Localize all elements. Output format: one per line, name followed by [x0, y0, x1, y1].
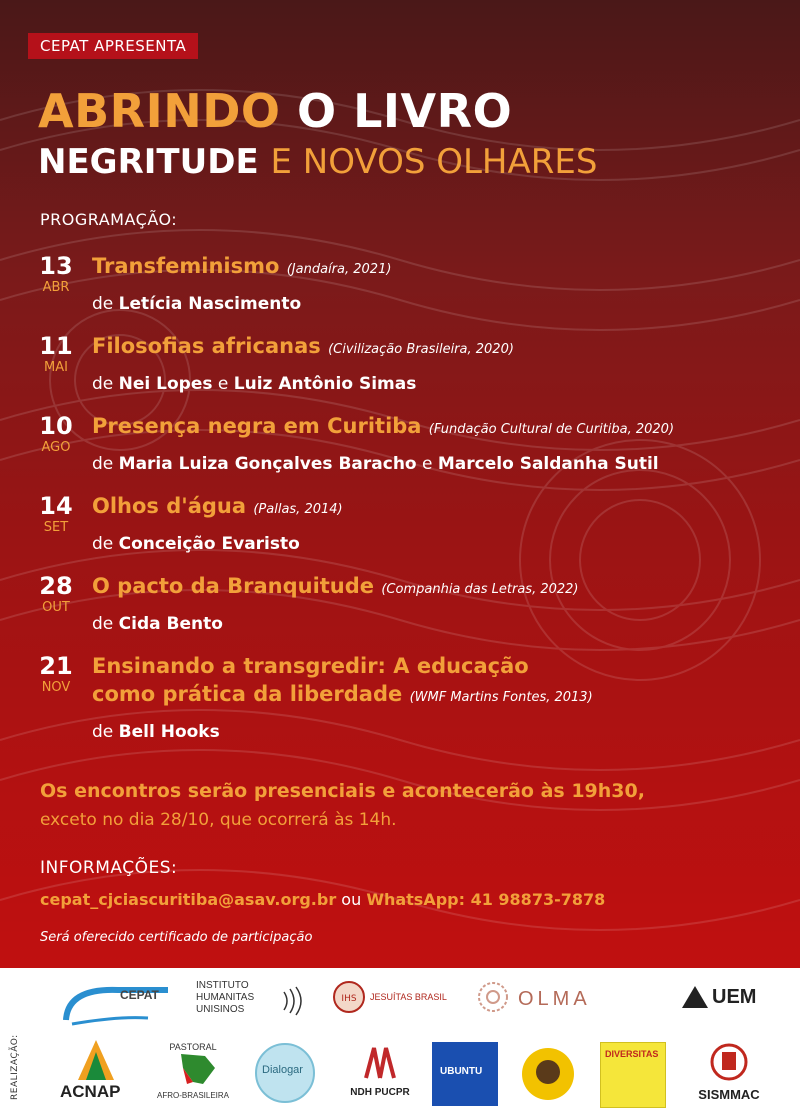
africa-map-icon: [163, 1052, 223, 1086]
acnap-logo: [58, 1038, 138, 1108]
author-line: [92, 530, 343, 558]
notice-line-1: Os encontros serão presenciais e acontecerão às 19h30,: [40, 780, 645, 802]
book-title-text: Transfeminismo: [92, 254, 280, 278]
book-publisher: (Jandaíra, 2021): [286, 262, 392, 277]
ndh-text: NDH PUCPR: [350, 1087, 410, 1098]
book-title-text: O pacto da Branquitude: [92, 574, 375, 598]
ubuntu-text: UBUNTU: [440, 1066, 483, 1077]
book-publisher: (Civilização Brasileira, 2020): [328, 342, 514, 357]
event-info: [92, 332, 514, 398]
hands-icon: [360, 1042, 400, 1082]
book-title-text: Olhos d'água: [92, 494, 247, 518]
author-name: Nei Lopes: [118, 374, 213, 394]
author-name: Cida Bento: [118, 614, 223, 634]
event-date: [30, 572, 82, 616]
title-part-orange: ABRINDO: [38, 84, 297, 138]
event-month: ABR: [42, 280, 70, 295]
cepat-logo-text: CEPAT: [120, 988, 159, 1002]
uem-emblem-icon: [680, 982, 710, 1012]
subtitle-part-white: NEGRITUDE: [38, 142, 271, 182]
ihu-logo: [196, 980, 306, 1024]
pastoral-line-1: PASTORAL: [169, 1042, 217, 1052]
book-title: [92, 572, 579, 604]
event-date: [30, 252, 82, 296]
author-name: Letícia Nascimento: [118, 294, 302, 314]
author-name: Maria Luiza Gonçalves Baracho: [118, 454, 417, 474]
book-title-continued: [92, 680, 593, 712]
author-line: [92, 450, 674, 478]
book-publisher: (Pallas, 2014): [253, 502, 343, 517]
diversitas-logo: [600, 1042, 666, 1108]
info-label: INFORMAÇÕES:: [40, 858, 178, 878]
certificate-note: Será oferecido certificado de participação: [40, 930, 313, 945]
event-info: [92, 412, 674, 478]
event-day: 13: [39, 252, 73, 280]
book-publisher: (WMF Martins Fontes, 2013): [409, 690, 593, 705]
cepat-swoosh-icon: [58, 980, 178, 1028]
event-month: NOV: [41, 680, 71, 695]
program-label: PROGRAMAÇÃO:: [40, 210, 178, 229]
sismmac-text: SISMMAC: [698, 1087, 760, 1102]
dialogar-text: Dialogar: [262, 1064, 303, 1076]
book-publisher: (Fundação Cultural de Curitiba, 2020): [428, 422, 675, 437]
whatsapp-contact[interactable]: WhatsApp: 41 98873-7878: [366, 890, 606, 909]
olma-logo: [476, 980, 656, 1020]
fist-emblem-icon: [709, 1042, 749, 1082]
author-prefix: de: [92, 722, 119, 742]
event-day: 28: [39, 572, 73, 600]
book-title-text: como prática da liberdade: [92, 682, 403, 706]
olma-flower-icon: [476, 980, 510, 1014]
event-info: [92, 652, 593, 746]
subtitle: [38, 142, 597, 182]
jesuitas-logo: [332, 980, 462, 1020]
author-conjunction: e: [416, 454, 438, 474]
event-month: MAI: [44, 360, 68, 375]
contact-or: ou: [336, 890, 367, 909]
presenter-tag: CEPAT APRESENTA: [28, 33, 198, 59]
author-line: [92, 718, 593, 746]
cepat-logo: [58, 980, 178, 1028]
author-prefix: de: [92, 614, 119, 634]
author-prefix: de: [92, 454, 119, 474]
event-day: 11: [39, 332, 73, 360]
event-date: [30, 332, 82, 376]
author-prefix: de: [92, 374, 119, 394]
book-title-text: Presença negra em Curitiba: [92, 414, 422, 438]
author-name: Bell Hooks: [118, 722, 220, 742]
author-line: [92, 610, 579, 638]
ndh-logo: [340, 1042, 420, 1108]
event-month: SET: [43, 520, 69, 535]
author-name: Conceição Evaristo: [118, 534, 300, 554]
event-info: [92, 492, 343, 558]
sismmac-logo: [684, 1042, 774, 1108]
book-title: Ensinando a transgredir: A educação: [92, 654, 529, 678]
book-title: [92, 412, 674, 444]
author-name-2: Marcelo Saldanha Sutil: [437, 454, 659, 474]
main-title: [38, 84, 512, 138]
author-prefix: de: [92, 294, 119, 314]
pastoral-line-2: AFRO-BRASILEIRA: [156, 1091, 229, 1100]
event-date: [30, 652, 82, 696]
event-date: [30, 492, 82, 536]
email-link[interactable]: cepat_cjciascuritiba@asav.org.br: [40, 890, 337, 909]
pastoral-logo: [150, 1042, 236, 1108]
dialogar-logo: [254, 1042, 318, 1106]
jesuitas-text: JESUÍTAS BRASIL: [370, 992, 447, 1002]
realization-label: REALIZAÇÃO:: [10, 1034, 20, 1100]
author-name-2: Luiz Antônio Simas: [233, 374, 417, 394]
event-date: [30, 412, 82, 456]
sun-face-icon: [516, 1042, 580, 1106]
acnap-emblem-icon: [76, 1038, 116, 1082]
svg-text:IHS: IHS: [341, 994, 357, 1004]
author-line: [92, 290, 391, 318]
uem-text: UEM: [712, 986, 757, 1008]
sponsor-footer: [0, 968, 800, 1119]
title-part-white: O LIVRO: [297, 84, 513, 138]
contact-line: [40, 890, 605, 909]
uem-logo: [680, 982, 780, 1022]
author-prefix: de: [92, 534, 119, 554]
ihu-line-3: UNISINOS: [196, 1004, 245, 1015]
laco-logo: [516, 1042, 582, 1106]
event-day: 14: [39, 492, 73, 520]
acnap-text: ACNAP: [60, 1082, 121, 1101]
ihu-line-2: HUMANITAS: [196, 992, 255, 1003]
event-month: OUT: [42, 600, 70, 615]
book-publisher: (Companhia das Letras, 2022): [381, 582, 579, 597]
ihu-line-1: INSTITUTO: [196, 980, 249, 991]
ubuntu-logo: [432, 1042, 498, 1106]
event-month: AGO: [41, 440, 71, 455]
event-info: [92, 252, 391, 318]
jesuit-seal-icon: [332, 980, 366, 1014]
diversitas-text: DIVERSITAS: [605, 1049, 659, 1059]
event-info: [92, 572, 579, 638]
notice-line-2: exceto no dia 28/10, que ocorrerá às 14h.: [40, 810, 397, 830]
book-title: [92, 332, 514, 364]
author-line: [92, 370, 514, 398]
book-title: [92, 492, 343, 524]
wave-icon: [280, 986, 304, 1016]
book-title-text: Filosofias africanas: [92, 334, 321, 358]
subtitle-part-orange: E NOVOS OLHARES: [270, 142, 598, 182]
event-day: 21: [39, 652, 73, 680]
event-day: 10: [39, 412, 73, 440]
author-conjunction: e: [212, 374, 234, 394]
book-title: [92, 252, 391, 284]
olma-text: OLMA: [518, 988, 591, 1010]
